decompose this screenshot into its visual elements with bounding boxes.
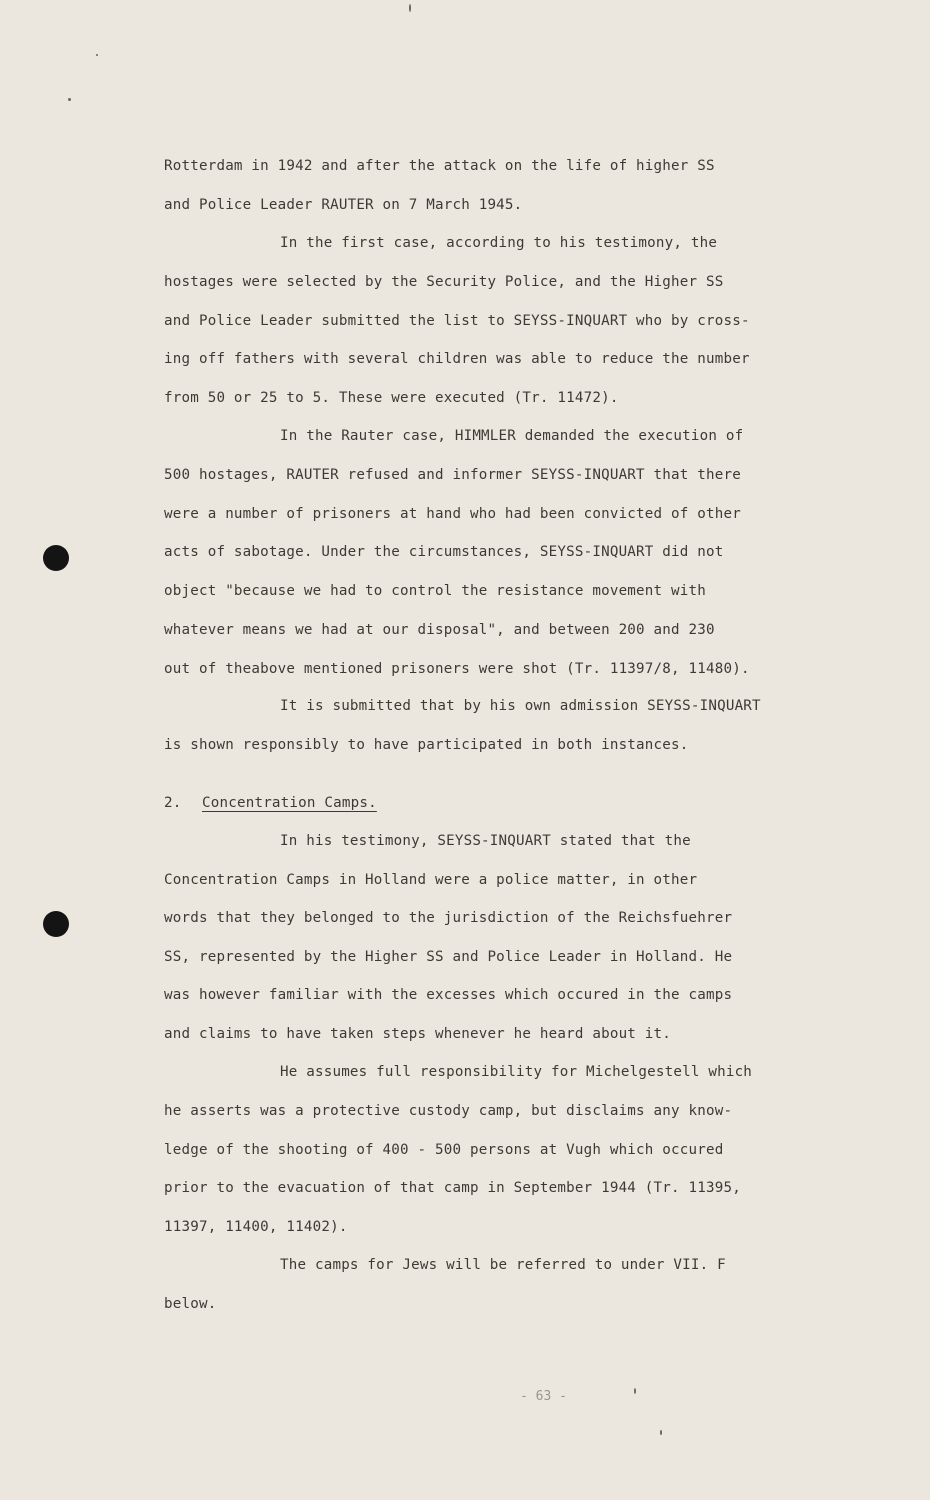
paragraph-line: 500 hostages, RAUTER refused and informer SEYSS-INQUART that there (164, 467, 741, 483)
paragraph-line: object "because we had to control the resistance movement with (164, 583, 706, 599)
paragraph-line: ledge of the shooting of 400 - 500 persons at Vugh which occured (164, 1142, 724, 1158)
paragraph-line: acts of sabotage. Under the circumstances, SEYSS-INQUART did not (164, 544, 724, 560)
paragraph-line: prior to the evacuation of that camp in September 1944 (Tr. 11395, (164, 1180, 741, 1196)
paragraph-line: In his testimony, SEYSS-INQUART stated that the (280, 833, 691, 849)
speck-mark (409, 4, 411, 12)
paragraph-line: and Police Leader RAUTER on 7 March 1945. (164, 197, 523, 213)
paragraph-line: He assumes full responsibility for Michelgestell which (280, 1064, 753, 1080)
paragraph-line: It is submitted that by his own admission SEYSS-INQUART (280, 698, 761, 714)
paragraph-line: In the first case, according to his testimony, the (280, 235, 718, 251)
page-number: - 63 - (520, 1389, 567, 1404)
paragraph-line: he asserts was a protective custody camp, but disclaims any know- (164, 1103, 733, 1119)
paragraph-line: from 50 or 25 to 5. These were executed (Tr. 11472). (164, 390, 619, 406)
paragraph-line: Concentration Camps in Holland were a police matter, in other (164, 872, 698, 888)
paragraph-line: was however familiar with the excesses which occured in the camps (164, 987, 733, 1003)
paragraph-line: below. (164, 1296, 217, 1312)
paragraph-line: hostages were selected by the Security Police, and the Higher SS (164, 274, 724, 290)
paragraph-line: is shown responsibly to have participated in both instances. (164, 737, 689, 753)
punch-hole (43, 545, 69, 571)
speck-mark (96, 54, 98, 56)
paragraph-line: SS, represented by the Higher SS and Police Leader in Holland. He (164, 949, 733, 965)
paragraph-line: out of theabove mentioned prisoners were shot (Tr. 11397/8, 11480). (164, 661, 750, 677)
paragraph-line: The camps for Jews will be referred to under VII. F (280, 1257, 726, 1273)
section-number: 2. (164, 795, 182, 811)
paragraph-line: were a number of prisoners at hand who had been convicted of other (164, 506, 741, 522)
speck-mark (660, 1430, 662, 1435)
punch-hole (43, 911, 69, 937)
paragraph-line: whatever means we had at our disposal", and between 200 and 230 (164, 622, 715, 638)
paragraph-line: words that they belonged to the jurisdiction of the Reichsfuehrer (164, 910, 733, 926)
paragraph-line: and Police Leader submitted the list to SEYSS-INQUART who by cross- (164, 313, 750, 329)
paragraph-line: Rotterdam in 1942 and after the attack on the life of higher SS (164, 158, 715, 174)
paragraph-line: ing off fathers with several children was able to reduce the number (164, 351, 750, 367)
section-title: Concentration Camps. (202, 795, 377, 811)
speck-mark (68, 98, 71, 101)
speck-mark (634, 1388, 636, 1394)
paragraph-line: and claims to have taken steps whenever he heard about it. (164, 1026, 672, 1042)
paragraph-line: In the Rauter case, HIMMLER demanded the execution of (280, 428, 744, 444)
paragraph-line: 11397, 11400, 11402). (164, 1219, 348, 1235)
